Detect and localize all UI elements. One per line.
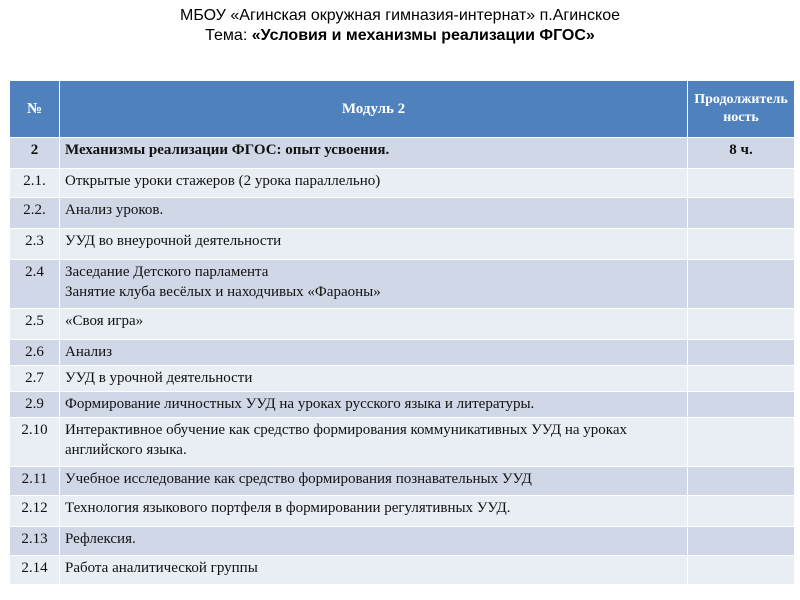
row-text: Технология языкового портфеля в формировании регулятивных УУД.	[60, 496, 688, 527]
row-duration: 8 ч.	[688, 138, 795, 169]
table-row	[10, 169, 795, 198]
row-duration	[688, 309, 795, 340]
row-duration	[688, 418, 795, 467]
table-header-row	[10, 81, 795, 138]
row-text: Рефлексия.	[60, 527, 688, 556]
row-text: Заседание Детского парламента Занятие клуба весёлых и находчивых «Фараоны»	[60, 260, 688, 309]
table-row	[10, 527, 795, 556]
school-name: МБОУ «Агинская окружная гимназия-интернат» п.Агинское	[180, 7, 620, 24]
row-duration	[688, 198, 795, 229]
table-row	[10, 467, 795, 496]
topic-title: «Условия и механизмы реализации ФГОС»	[251, 27, 595, 44]
row-duration	[688, 169, 795, 198]
row-number: 2.4	[10, 260, 60, 309]
row-duration	[688, 229, 795, 260]
header-duration: Продолжительность	[688, 81, 795, 138]
row-duration	[688, 527, 795, 556]
row-text: «Своя игра»	[60, 309, 688, 340]
row-text: Анализ	[60, 340, 688, 366]
row-duration	[688, 467, 795, 496]
row-text: Учебное исследование как средство формирования познавательных УУД	[60, 467, 688, 496]
row-number: 2.9	[10, 392, 60, 418]
module-table	[9, 80, 795, 585]
header-number: №	[10, 81, 60, 138]
row-number: 2.14	[10, 556, 60, 585]
row-number: 2.11	[10, 467, 60, 496]
row-number: 2.2.	[10, 198, 60, 229]
table-row	[10, 418, 795, 467]
table-row	[10, 309, 795, 340]
table-row	[10, 392, 795, 418]
row-number: 2.5	[10, 309, 60, 340]
row-text: Интерактивное обучение как средство формирования коммуникативных УУД на уроках английского языка.	[60, 418, 688, 467]
row-duration	[688, 340, 795, 366]
table-row	[10, 496, 795, 527]
row-text: УУД в урочной деятельности	[60, 366, 688, 392]
row-duration	[688, 392, 795, 418]
page-header	[0, 6, 800, 46]
row-text: Механизмы реализации ФГОС: опыт усвоения.	[60, 138, 688, 169]
row-number: 2.1.	[10, 169, 60, 198]
row-text: УУД во внеурочной деятельности	[60, 229, 688, 260]
row-duration	[688, 260, 795, 309]
topic-line	[0, 26, 800, 46]
table-row	[10, 260, 795, 309]
row-number: 2.6	[10, 340, 60, 366]
row-text: Анализ уроков.	[60, 198, 688, 229]
row-number: 2.7	[10, 366, 60, 392]
row-duration	[688, 366, 795, 392]
row-number: 2.12	[10, 496, 60, 527]
row-text: Работа аналитической группы	[60, 556, 688, 585]
table-row	[10, 366, 795, 392]
table-row	[10, 138, 795, 169]
row-text: Формирование личностных УУД на уроках русского языка и литературы.	[60, 392, 688, 418]
row-duration	[688, 556, 795, 585]
row-number: 2.13	[10, 527, 60, 556]
header-module: Модуль 2	[60, 81, 688, 138]
row-number: 2	[10, 138, 60, 169]
topic-prefix: Тема:	[205, 27, 252, 44]
row-number: 2.10	[10, 418, 60, 467]
row-duration	[688, 496, 795, 527]
row-number: 2.3	[10, 229, 60, 260]
table-row	[10, 198, 795, 229]
table-row	[10, 556, 795, 585]
row-text: Открытые уроки стажеров (2 урока параллельно)	[60, 169, 688, 198]
table-row	[10, 229, 795, 260]
table-row	[10, 340, 795, 366]
